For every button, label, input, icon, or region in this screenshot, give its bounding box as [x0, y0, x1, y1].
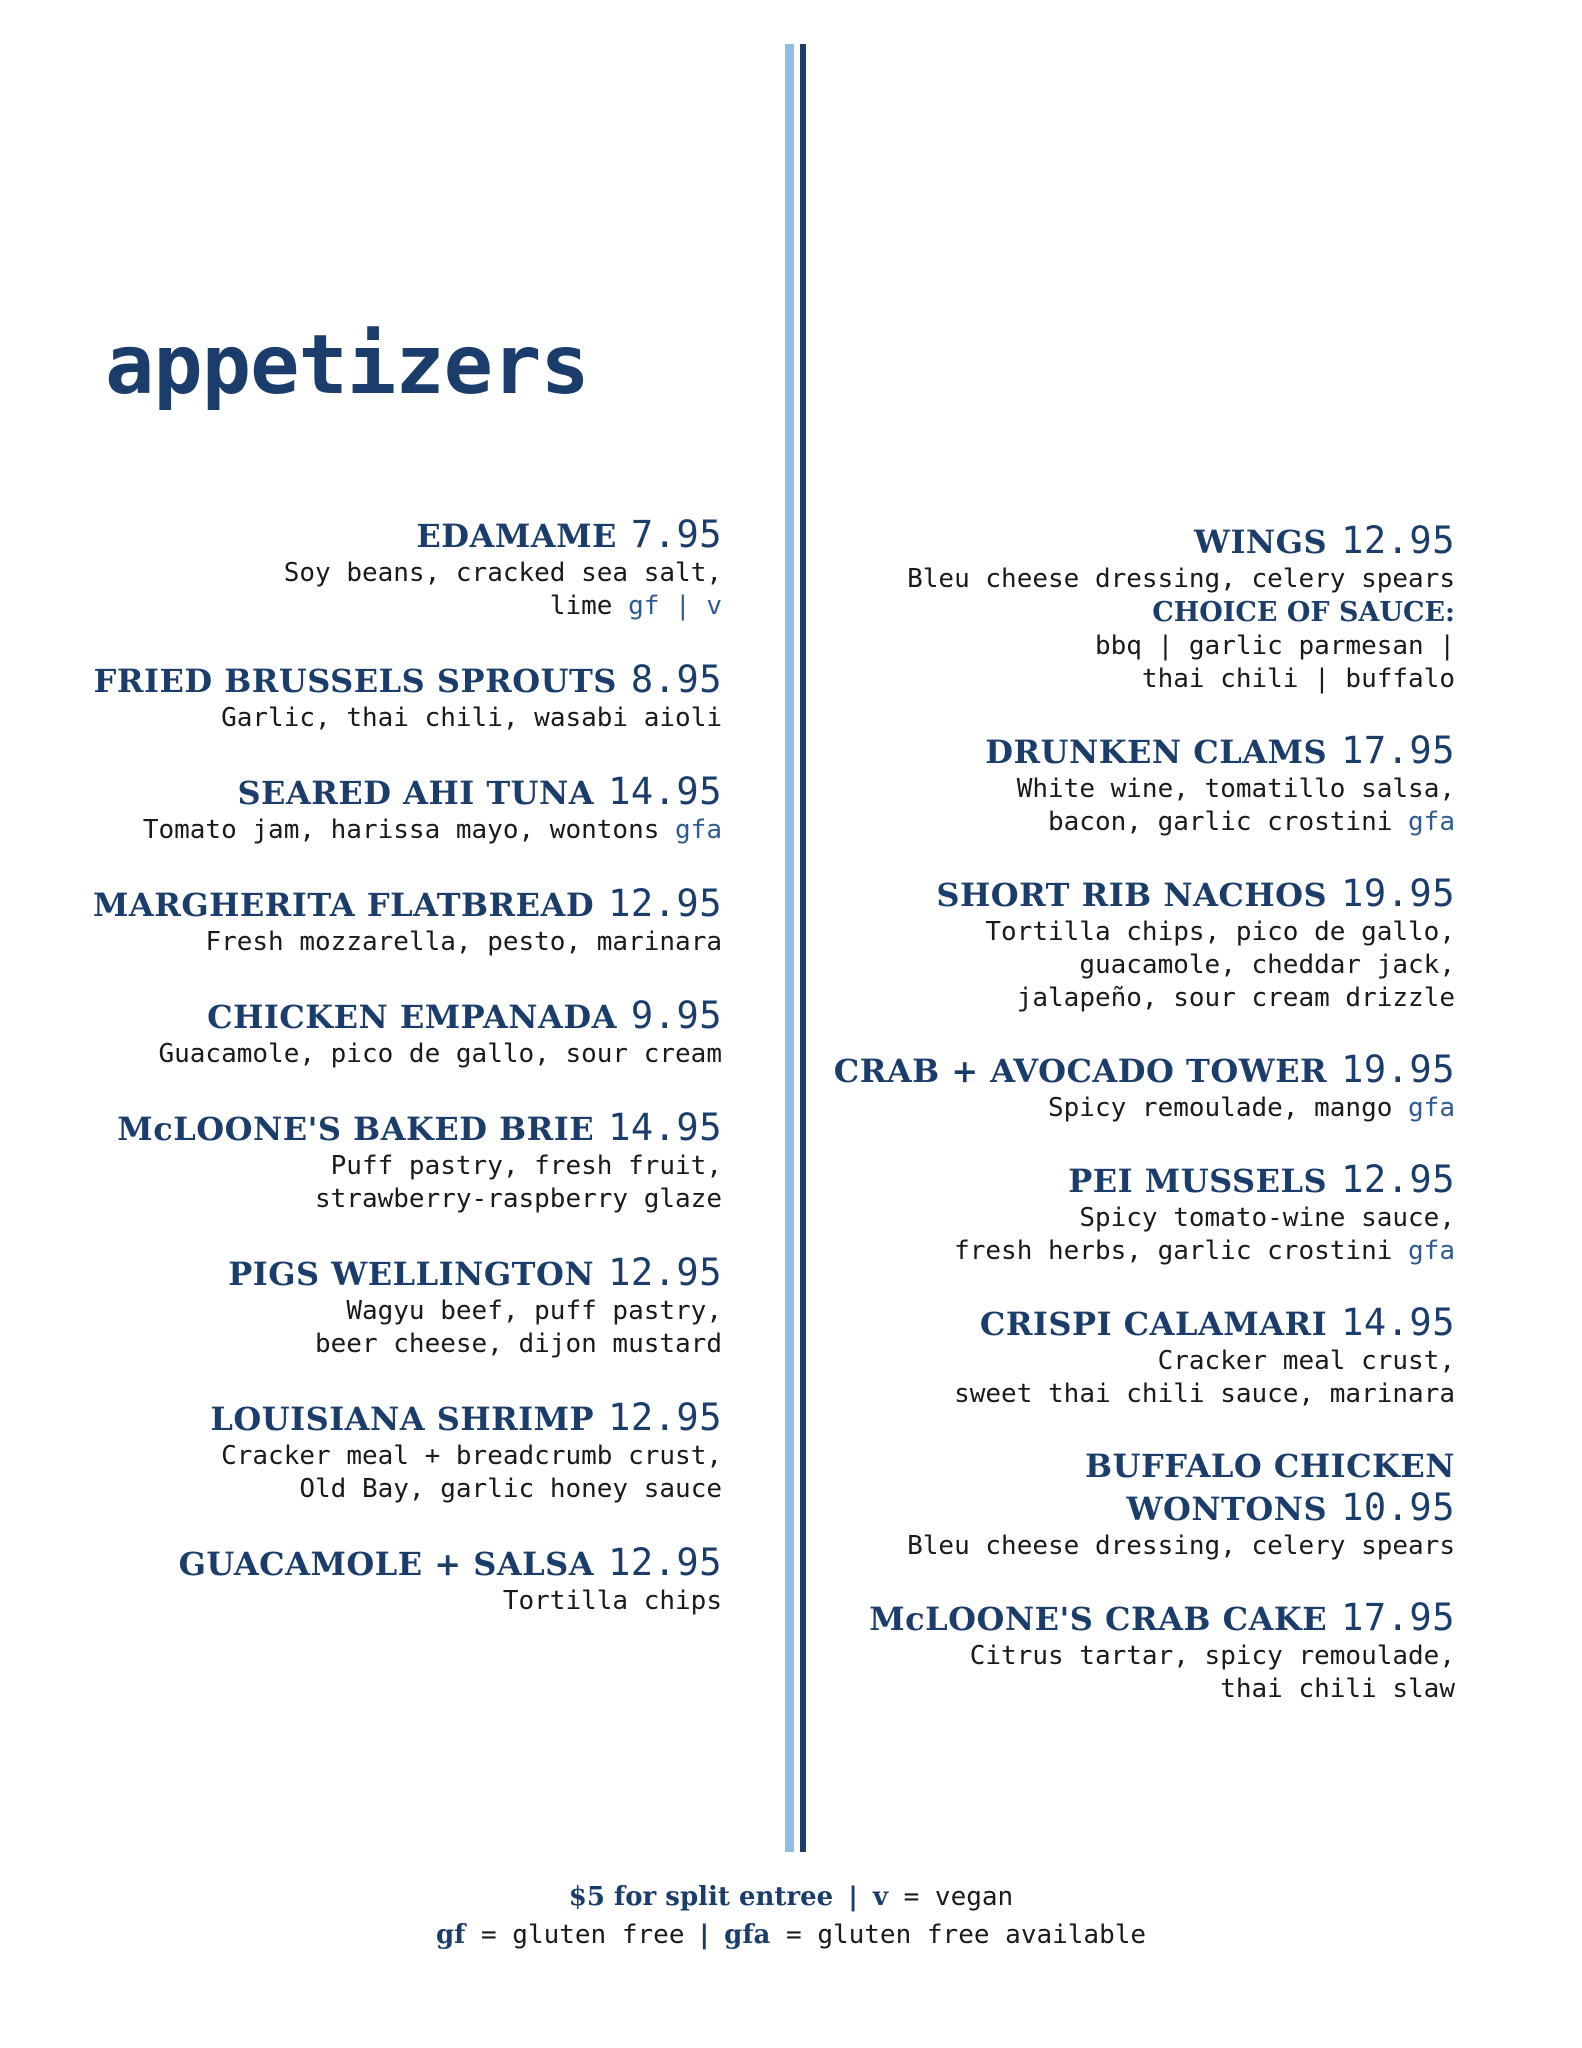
menu-item-description — [82, 557, 722, 623]
menu-item-heading — [815, 730, 1455, 773]
menu-item-description — [815, 1530, 1455, 1563]
menu-item-heading — [82, 1252, 722, 1295]
menu-item-description-text: Tortilla chips, pico de gallo, guacamole, cheddar jack, jalapeño, sour cream drizzle — [985, 917, 1455, 1013]
menu-item-description — [815, 773, 1455, 839]
left-menu-column — [82, 514, 722, 1654]
menu-legend — [0, 1878, 1582, 1954]
menu-item-heading — [815, 1159, 1455, 1202]
menu-item — [815, 873, 1455, 1015]
menu-item-description — [82, 1295, 722, 1361]
dietary-tag: gf | v — [628, 591, 722, 621]
menu-item-heading — [82, 659, 722, 702]
menu-item — [82, 1397, 722, 1506]
menu-item — [82, 995, 722, 1071]
dietary-tag: gfa — [1408, 807, 1455, 837]
menu-item-name: EDAMAME — [416, 517, 617, 555]
menu-item-description — [815, 563, 1455, 596]
menu-item-description-text: Soy beans, cracked sea salt, lime — [283, 558, 722, 621]
menu-item-description — [82, 814, 722, 847]
menu-item-description — [82, 1150, 722, 1216]
menu-item-description — [82, 926, 722, 959]
menu-item-description-text: Garlic, thai chili, wasabi aioli — [221, 703, 722, 733]
menu-item — [815, 520, 1455, 696]
menu-item-price: 19.95 — [1341, 872, 1455, 915]
menu-item-description-text: Spicy remoulade, mango — [1048, 1093, 1393, 1123]
menu-item-description — [815, 1345, 1455, 1411]
menu-item-price: 12.95 — [1341, 519, 1455, 562]
menu-item-heading — [82, 771, 722, 814]
dietary-tag: gfa — [1408, 1236, 1455, 1266]
menu-item-name: LOUISIANA SHRIMP — [210, 1400, 595, 1438]
menu-item-name: MARGHERITA FLATBREAD — [93, 886, 595, 924]
menu-item-heading — [82, 1542, 722, 1585]
menu-item-name: DRUNKEN CLAMS — [985, 733, 1328, 771]
menu-item-heading — [82, 1397, 722, 1440]
menu-item-name: SHORT RIB NACHOS — [936, 876, 1328, 914]
menu-item-description-text: Spicy tomato-wine sauce, fresh herbs, garlic crostini — [954, 1203, 1455, 1266]
menu-item-name: SEARED AHI TUNA — [237, 774, 595, 812]
menu-item-name: CHICKEN EMPANADA — [207, 998, 617, 1036]
menu-item-name: McLOONE'S BAKED BRIE — [117, 1110, 595, 1148]
menu-item-description-text: Citrus tartar, spicy remoulade, thai chili slaw — [969, 1641, 1455, 1704]
menu-item-description-text: Cracker meal crust, sweet thai chili sauce, marinara — [954, 1346, 1455, 1409]
menu-item-price: 8.95 — [630, 658, 722, 701]
menu-item-name: WINGS — [1194, 523, 1328, 561]
menu-item-price: 10.95 — [1341, 1486, 1455, 1529]
menu-item-price: 12.95 — [1341, 1158, 1455, 1201]
gluten-free-available-key: gfa — [724, 1920, 771, 1950]
sauce-choice-heading: CHOICE OF SAUCE: — [1152, 597, 1455, 628]
menu-item-price: 9.95 — [630, 994, 722, 1037]
menu-item-heading — [815, 1302, 1455, 1345]
gluten-free-text: = gluten free — [480, 1920, 685, 1950]
menu-item-price: 17.95 — [1341, 729, 1455, 772]
menu-item — [815, 730, 1455, 839]
menu-item — [82, 1107, 722, 1216]
menu-item-heading — [815, 520, 1455, 563]
menu-item-price: 17.95 — [1341, 1596, 1455, 1639]
menu-item — [82, 1542, 722, 1618]
legend-line-1 — [0, 1878, 1582, 1916]
menu-item — [815, 1302, 1455, 1411]
vegan-key: v — [872, 1882, 888, 1912]
menu-item-description — [82, 1585, 722, 1618]
gluten-free-available-text: = gluten free available — [786, 1920, 1147, 1950]
menu-item-price: 12.95 — [608, 1251, 722, 1294]
menu-item — [82, 883, 722, 959]
menu-item-description-text: Cracker meal + breadcrumb crust, Old Bay, garlic honey sauce — [221, 1441, 722, 1504]
menu-item-name: GUACAMOLE + SALSA — [178, 1545, 595, 1583]
vegan-text: = vegan — [903, 1882, 1014, 1912]
legend-line-2 — [0, 1916, 1582, 1954]
menu-item-name: BUFFALO CHICKEN WONTONS — [1085, 1447, 1455, 1528]
menu-item-description-text: Puff pastry, fresh fruit, strawberry-raspberry glaze — [315, 1151, 722, 1214]
legend-separator: | — [845, 1882, 861, 1912]
menu-item-price: 12.95 — [608, 1541, 722, 1584]
menu-item-description — [815, 916, 1455, 1015]
menu-item-description-text: Bleu cheese dressing, celery spears — [907, 564, 1455, 594]
dietary-tag: gfa — [1408, 1093, 1455, 1123]
menu-item-description-text: Fresh mozzarella, pesto, marinara — [205, 927, 722, 957]
menu-item-heading — [815, 1597, 1455, 1640]
menu-item-name: McLOONE'S CRAB CAKE — [869, 1600, 1328, 1638]
menu-item-description-text: Guacamole, pico de gallo, sour cream — [158, 1039, 722, 1069]
menu-item-description-text: Bleu cheese dressing, celery spears — [907, 1531, 1455, 1561]
menu-item-description-text: Tortilla chips — [502, 1586, 722, 1616]
split-entree-note: $5 for split entree — [568, 1882, 834, 1912]
menu-item-heading — [815, 873, 1455, 916]
menu-item-description-text: Wagyu beef, puff pastry, beer cheese, dijon mustard — [315, 1296, 722, 1359]
divider-light-stripe — [785, 44, 794, 1852]
menu-item — [815, 1597, 1455, 1706]
menu-item-description-text: White wine, tomatillo salsa, bacon, garlic crostini — [1016, 774, 1455, 837]
menu-item-heading — [815, 1049, 1455, 1092]
menu-item-heading — [82, 1107, 722, 1150]
menu-item-heading — [82, 995, 722, 1038]
menu-item-description — [82, 702, 722, 735]
menu-item-heading — [82, 883, 722, 926]
right-menu-column — [815, 520, 1455, 1740]
menu-item-description — [82, 1440, 722, 1506]
menu-item — [82, 1252, 722, 1361]
menu-item-name: PIGS WELLINGTON — [228, 1255, 595, 1293]
menu-item-price: 7.95 — [630, 513, 722, 556]
menu-item-price: 12.95 — [608, 882, 722, 925]
dietary-tag: gfa — [675, 815, 722, 845]
menu-item — [815, 1049, 1455, 1125]
menu-item — [815, 1159, 1455, 1268]
menu-item-description — [815, 1202, 1455, 1268]
menu-item — [815, 1445, 1455, 1563]
menu-item-description — [815, 1640, 1455, 1706]
menu-item-heading — [82, 514, 722, 557]
menu-item-name: FRIED BRUSSELS SPROUTS — [93, 662, 617, 700]
menu-item — [82, 514, 722, 623]
menu-item-description — [82, 1038, 722, 1071]
menu-item — [82, 771, 722, 847]
menu-item-description-text: Tomato jam, harissa mayo, wontons — [142, 815, 660, 845]
menu-item-name: CRISPI CALAMARI — [979, 1305, 1328, 1343]
menu-item-price: 19.95 — [1341, 1048, 1455, 1091]
menu-item-price: 14.95 — [608, 1106, 722, 1149]
menu-item-price: 14.95 — [1341, 1301, 1455, 1344]
menu-item-price: 14.95 — [608, 770, 722, 813]
menu-item-name: CRAB + AVOCADO TOWER — [833, 1052, 1328, 1090]
legend-separator: | — [696, 1920, 713, 1950]
menu-item-description — [815, 1092, 1455, 1125]
menu-item — [82, 659, 722, 735]
gluten-free-key: gf — [435, 1920, 466, 1950]
menu-item-heading — [815, 1445, 1455, 1530]
page-title: appetizers — [105, 318, 589, 413]
sauce-options: bbq | garlic parmesan | thai chili | buffalo — [1094, 631, 1455, 694]
divider-dark-stripe — [800, 44, 806, 1852]
menu-item-price: 12.95 — [608, 1396, 722, 1439]
menu-item-name: PEI MUSSELS — [1068, 1162, 1328, 1200]
